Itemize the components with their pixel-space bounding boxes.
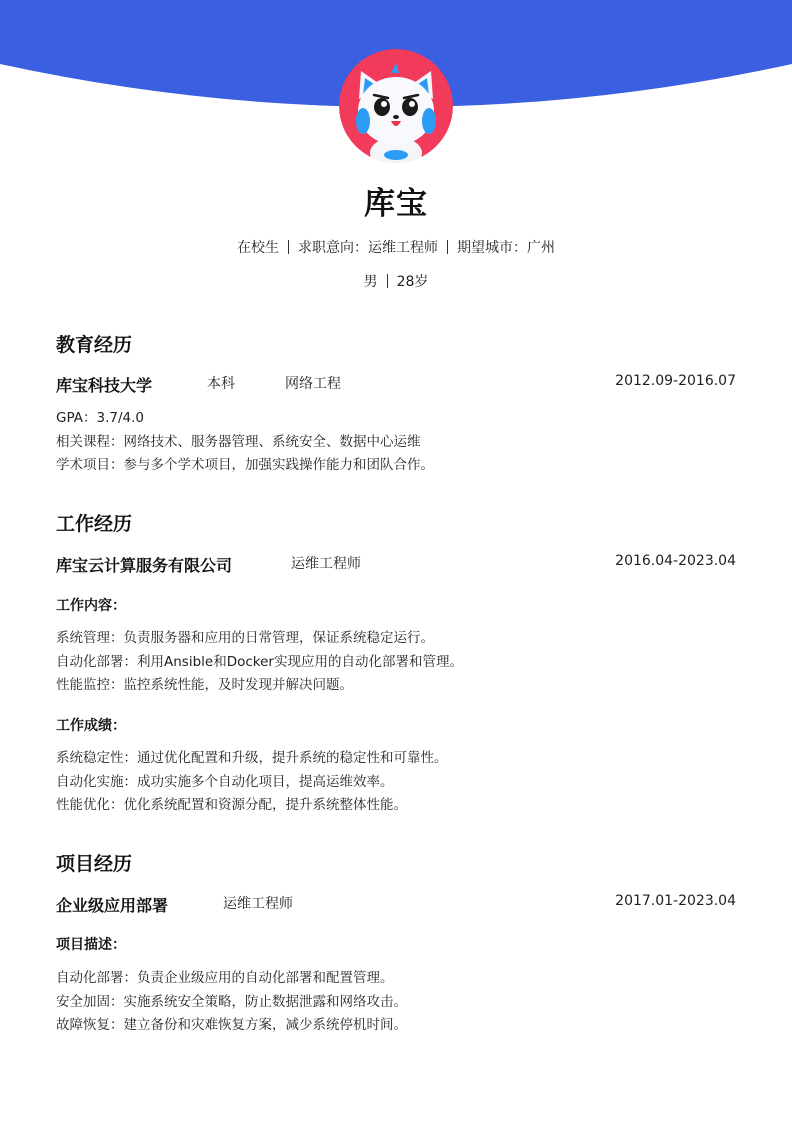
student-status: 在校生 [237,240,279,256]
project-desc-title: 项目描述： [56,937,126,953]
avatar [339,49,453,163]
job-intent: 求职意向：运维工程师 [298,240,438,256]
school-name: 库宝科技大学 [56,376,153,395]
education-section-title: 教育经历 [56,334,133,356]
separator [447,240,448,254]
list-item: 系统管理：负责服务器和应用的日常管理，保证系统稳定运行。 [56,630,434,646]
list-item: 相关课程：网络技术、服务器管理、系统安全、数据中心运维 [56,433,421,450]
education-date: 2012.09-2016.07 [615,373,736,389]
work-achievements-list [56,747,448,818]
candidate-name: 库宝 [364,186,428,222]
work-content-title: 工作内容： [56,598,126,614]
work-achievements-title: 工作成绩： [56,718,126,734]
list-item: 自动化部署：利用Ansible和Docker实现应用的自动化部署和管理。 [56,653,463,670]
education-row [56,373,736,397]
work-section-title: 工作经历 [56,513,133,535]
project-section-title: 项目经历 [56,853,133,875]
mascot-avatar-icon [339,49,453,163]
project-name: 企业级应用部署 [56,896,169,915]
separator [387,274,388,288]
project-role: 运维工程师 [223,896,293,912]
age: 28岁 [396,274,429,290]
expected-city: 期望城市：广州 [457,240,555,256]
list-item: 系统稳定性：通过优化配置和升级，提升系统的稳定性和可靠性。 [56,750,448,766]
profile-meta-line-2 [0,271,792,291]
list-item: 性能优化：优化系统配置和资源分配，提升系统整体性能。 [56,797,407,813]
profile-meta-line-1 [0,237,792,257]
company-name: 库宝云计算服务有限公司 [56,556,233,575]
education-details [56,407,434,478]
degree: 本科 [207,376,235,392]
list-item: 自动化部署：负责企业级应用的自动化部署和配置管理。 [56,970,394,986]
gender: 男 [363,274,378,290]
list-item: 学术项目：参与多个学术项目，加强实践操作能力和团队合作。 [56,457,434,473]
list-item: 故障恢复：建立备份和灾难恢复方案，减少系统停机时间。 [56,1017,407,1033]
major: 网络工程 [285,376,341,392]
project-date: 2017.01-2023.04 [615,893,736,909]
separator [288,240,289,254]
work-row [56,553,736,577]
work-position: 运维工程师 [291,556,361,572]
list-item: 性能监控：监控系统性能，及时发现并解决问题。 [56,677,353,693]
work-date: 2016.04-2023.04 [615,553,736,569]
project-row [56,893,736,917]
list-item: 安全加固：实施系统安全策略，防止数据泄露和网络攻击。 [56,993,407,1010]
work-content-list [56,627,463,698]
list-item: GPA：3.7/4.0 [56,410,144,426]
project-desc-list [56,967,407,1038]
list-item: 自动化实施：成功实施多个自动化项目，提高运维效率。 [56,773,394,790]
